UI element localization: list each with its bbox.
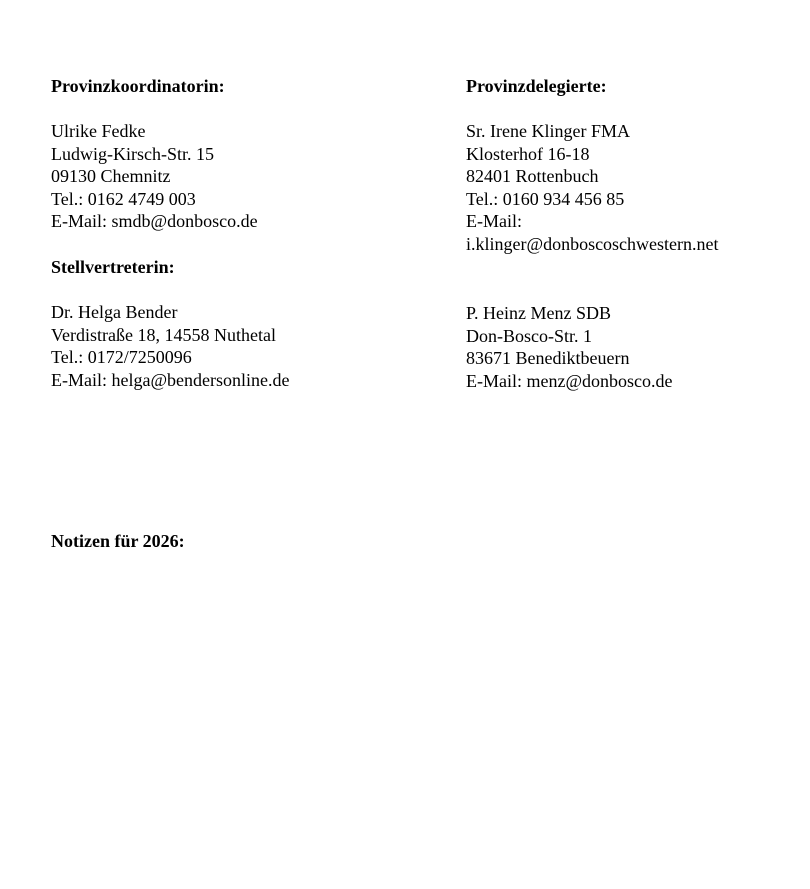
contact-phone: Tel.: 0172/7250096 <box>51 347 192 367</box>
provinzdelegierte-heading: Provinzdelegierte: <box>466 76 607 96</box>
stellvertreterin-heading: Stellvertreterin: <box>51 257 175 277</box>
stellvertreterin-block <box>51 256 290 391</box>
contact-email: E-Mail: helga@bendersonline.de <box>51 369 290 390</box>
notizen-block <box>51 530 185 553</box>
contact-email: i.klinger@donboscoschwestern.net <box>466 233 719 254</box>
contact-email: E-Mail: smdb@donbosco.de <box>51 211 258 231</box>
contact-address: Verdistraße 18, 14558 Nuthetal <box>51 324 276 345</box>
spacer <box>466 98 719 121</box>
provinzkoordinatorin-block <box>51 75 258 233</box>
zweiter-delegierter-block <box>466 302 673 392</box>
contact-email: E-Mail: menz@donbosco.de <box>466 370 673 391</box>
contact-street: Ludwig-Kirsch-Str. 15 <box>51 143 214 164</box>
contact-name: Sr. Irene Klinger FMA <box>466 121 630 141</box>
contact-city: 82401 Rottenbuch <box>466 166 599 186</box>
contact-name: Dr. Helga Bender <box>51 302 178 322</box>
contact-phone: Tel.: 0162 4749 003 <box>51 188 196 209</box>
contact-street: Klosterhof 16-18 <box>466 143 590 164</box>
contact-city: 09130 Chemnitz <box>51 166 171 186</box>
contact-city: 83671 Benediktbeuern <box>466 348 630 368</box>
contact-street: Don-Bosco-Str. 1 <box>466 325 592 346</box>
contact-phone: Tel.: 0160 934 456 85 <box>466 188 625 209</box>
provinzdelegierte-block <box>466 75 719 255</box>
provinzkoordinatorin-heading: Provinzkoordinatorin: <box>51 76 225 96</box>
contact-name: Ulrike Fedke <box>51 121 146 141</box>
notizen-heading: Notizen für 2026: <box>51 531 185 551</box>
contact-email-label: E-Mail: <box>466 211 522 231</box>
contact-name: P. Heinz Menz SDB <box>466 303 611 323</box>
spacer <box>51 98 258 121</box>
spacer <box>51 279 290 302</box>
